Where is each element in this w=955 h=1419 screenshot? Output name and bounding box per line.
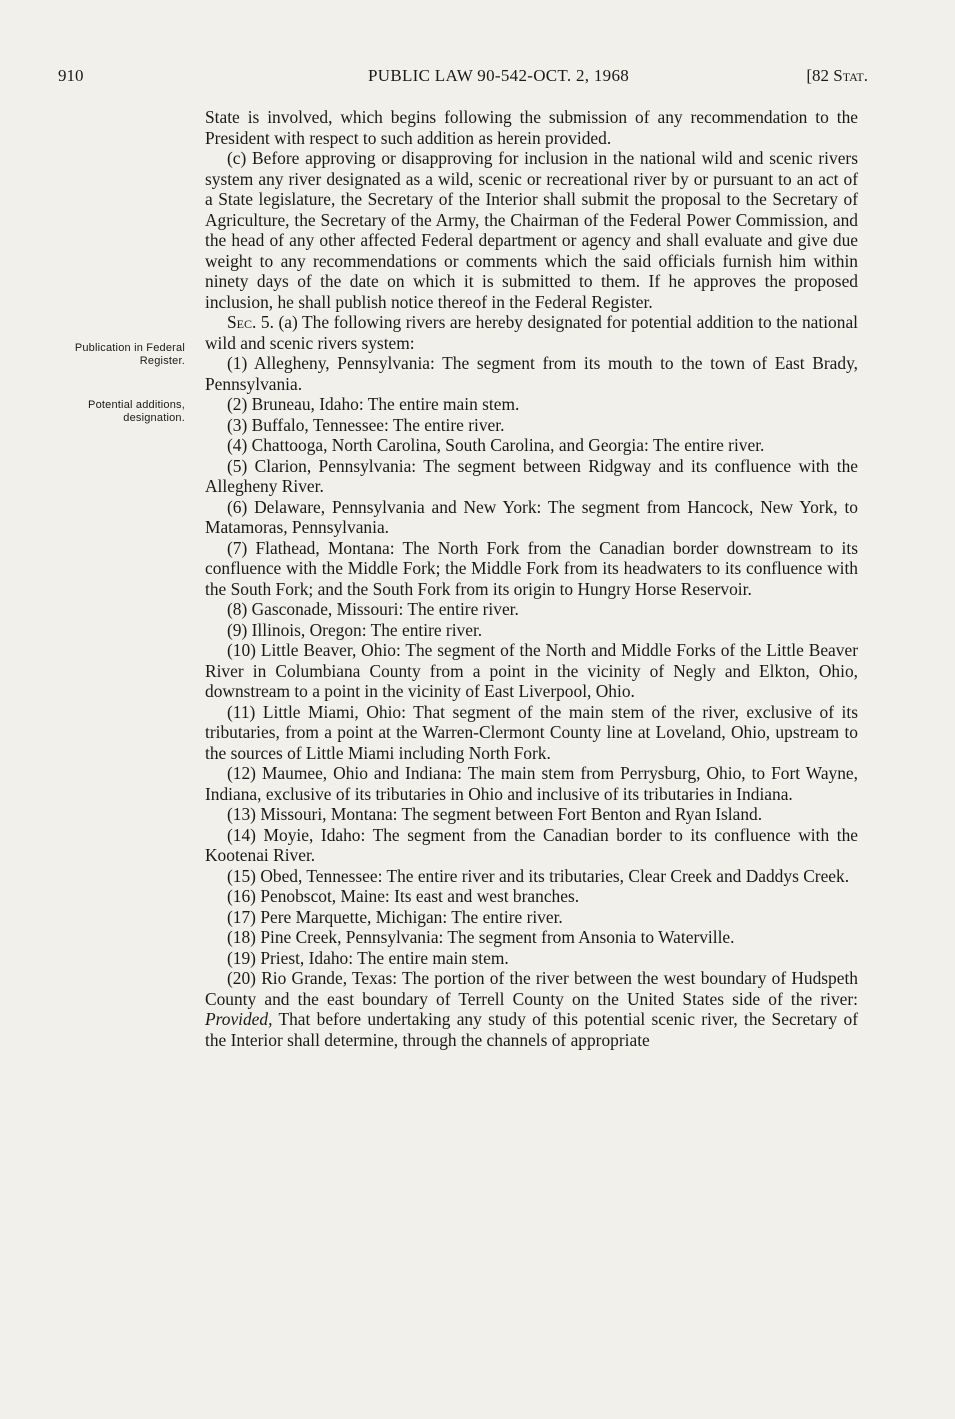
river-item: (10) Little Beaver, Ohio: The segment of the North and Middle Forks of the Little Beaver River in Columbiana County from a point in the vicinity of Negly and Elkton, Ohio, downstream to a point in the vicinity of East Liverpool, Ohio. (205, 640, 858, 701)
river-item-rio-grande (205, 968, 858, 1050)
river-item: (6) Delaware, Pennsylvania and New York: The segment from Hancock, New York, to Matamoras, Pennsylvania. (205, 496, 858, 537)
subsection-c-paragraph: (c) Before approving or disapproving for inclusion in the national wild and scenic rivers system any river designated as a wild, scenic or recreational river by or pursuant to an act of a State legislature, the Secretary of the Interior shall submit the proposal to the Secretary of Agriculture, the Secretary of the Army, the Chairman of the Federal Power Commission, and the head of any other affected Federal department or agency and shall evaluate and give due weight to any recommendations or comments which the said officials furnish him within ninety days of the date on which it is submitted to them. If he approves the proposed inclusion, he shall publish notice thereof in the Federal Register. (205, 148, 858, 312)
river-item: (16) Penobscot, Maine: Its east and west branches. (227, 886, 580, 906)
section-5-paragraph (205, 312, 858, 353)
river-item: (17) Pere Marquette, Michigan: The entire river. (227, 906, 563, 927)
rio-grande-text-end: That before undertaking any study of this potential scenic river, the Secretary of the Interior shall determine, through the channels of appropriate (205, 1009, 858, 1050)
river-item: (14) Moyie, Idaho: The segment from the Canadian border to its confluence with the Kootenai River. (205, 824, 858, 865)
page-header (58, 66, 868, 90)
river-item: (12) Maumee, Ohio and Indiana: The main stem from Perrysburg, Ohio, to Fort Wayne, Indiana, exclusive of its tributaries in Ohio and inclusive of its tributaries in Indiana. (205, 763, 858, 804)
section-5-text: (a) The following rivers are hereby designated for potential addition to the national wild and scenic rivers system: (205, 312, 858, 353)
river-item: (3) Buffalo, Tennessee: The entire river. (227, 414, 505, 435)
river-item: (13) Missouri, Montana: The segment between Fort Benton and Ryan Island. (227, 804, 763, 824)
river-item: (19) Priest, Idaho: The entire main stem. (227, 947, 509, 968)
river-item: (15) Obed, Tennessee: The entire river and its tributaries, Clear Creek and Daddys Creek. (227, 865, 850, 886)
running-head: PUBLIC LAW 90-542-OCT. 2, 1968 (368, 66, 630, 85)
river-item: (4) Chattooga, North Carolina, South Carolina, and Georgia: The entire river. (227, 435, 765, 455)
river-item: (18) Pine Creek, Pennsylvania: The segment from Ansonia to Waterville. (227, 927, 735, 947)
river-item: (8) Gasconade, Missouri: The entire river. (227, 599, 519, 619)
river-item: (5) Clarion, Pennsylvania: The segment between Ridgway and its confluence with the Allegheny River. (205, 455, 858, 496)
body-text (205, 107, 858, 1050)
river-item: (1) Allegheny, Pennsylvania: The segment from its mouth to the town of East Brady, Pennsylvania. (205, 353, 858, 394)
river-item: (9) Illinois, Oregon: The entire river. (227, 619, 483, 640)
margin-note-potential-additions: Potential additions, designation. (88, 399, 185, 424)
page-number: 910 (58, 66, 84, 85)
proviso-italic: Provided, (205, 1009, 273, 1029)
continuation-paragraph: State is involved, which begins following the submission of any recommendation to the President with respect to such addition as herein provided. (205, 107, 858, 148)
river-item: (11) Little Miami, Ohio: That segment of the main stem of the river, exclusive of its tributaries, from a point at the Warren-Clermont County line at Loveland, Ohio, upstream to the sources of Little Miami including North Fork. (205, 701, 858, 763)
rio-grande-text-start: (20) Rio Grande, Texas: The portion of the river between the west boundary of Hudspeth County and the east boundary of Terrell County on the United States side of the river: (205, 968, 858, 1009)
section-label: Sec. 5. (227, 312, 274, 332)
river-item: (7) Flathead, Montana: The North Fork from the Canadian border downstream to its confluence with the Middle Fork; the Middle Fork from its headwaters to its confluence with the South Fork; and the South Fork from its origin to Hungry Horse Reservoir. (205, 537, 858, 599)
volume-reference: [82 Stat. (806, 66, 868, 85)
river-item: (2) Bruneau, Idaho: The entire main stem. (227, 394, 520, 414)
margin-note-publication: Publication in Federal Register. (74, 342, 185, 367)
